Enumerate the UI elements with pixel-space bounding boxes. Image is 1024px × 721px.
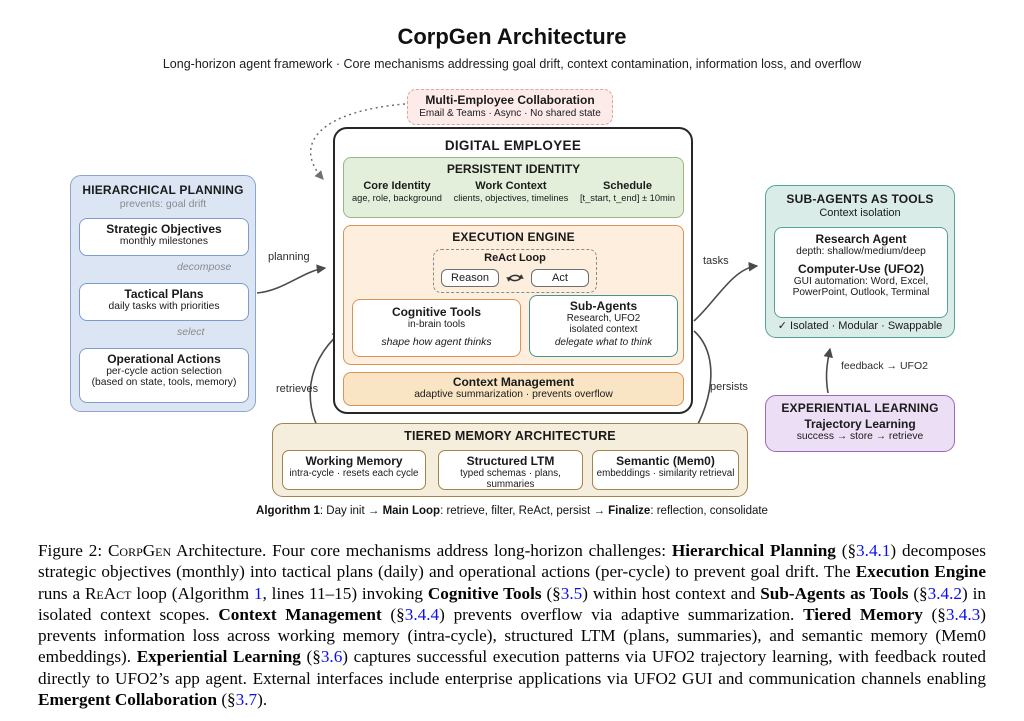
computer-use-desc2: PowerPoint, Outlook, Terminal xyxy=(792,287,930,298)
sub-agent-list-box xyxy=(774,227,948,318)
work-context-desc: clients, objectives, timelines xyxy=(453,193,569,203)
research-agent-desc: depth: shallow/medium/deep xyxy=(796,246,926,257)
sub-agents-name: Sub-Agents xyxy=(569,299,638,313)
digital-employee-title: DIGITAL EMPLOYEE xyxy=(444,138,582,153)
tactical-plans-name: Tactical Plans xyxy=(124,287,204,301)
feedback-arrow xyxy=(827,349,830,393)
caption-text: runs a xyxy=(38,583,85,603)
semantic-memory-box xyxy=(592,450,739,490)
schedule-name: Schedule xyxy=(603,180,652,192)
hierarchical-planning-title: HIERARCHICAL PLANNING xyxy=(82,183,244,197)
work-context-column xyxy=(454,180,569,203)
trajectory-learning-name: Trajectory Learning xyxy=(804,417,916,431)
caption-text: Cognitive Tools xyxy=(427,583,542,603)
caption-text: Architecture. Four core mechanisms address long-horizon challenges: xyxy=(171,541,672,560)
digital-employee-box xyxy=(333,127,693,414)
react-loop-title: ReAct Loop xyxy=(484,252,546,264)
caption-text: ) decomposes strategic objectives (monthly) into tactical plans (daily) and operational actions (per-cycle) to prevent goal drift. The xyxy=(38,541,987,582)
sub-agents-box xyxy=(529,295,678,357)
sub-agents-desc1: Research, UFO2 xyxy=(566,313,641,324)
caption-text: Emergent Collaboration xyxy=(38,690,218,710)
operational-actions-desc: per-cycle action selection xyxy=(106,366,222,377)
persists-edge-label: persists xyxy=(710,381,748,393)
computer-use-desc1: GUI automation: Word, Excel, xyxy=(793,276,929,287)
select-label: select xyxy=(177,326,205,338)
section-link[interactable]: 3.4.1 xyxy=(856,541,891,560)
caption-text: Tiered Memory xyxy=(803,604,923,624)
multi-employee-collaboration-box xyxy=(407,89,613,125)
sub-agents-as-tools-box xyxy=(765,185,955,338)
caption-text: , lines 11–15) invoking xyxy=(262,583,428,603)
execution-engine-title: EXECUTION ENGINE xyxy=(452,230,575,244)
section-link[interactable]: 3.6 xyxy=(320,647,343,667)
schedule-desc: [t_start, t_end] ± 10min xyxy=(579,193,675,203)
tasks-edge-label: tasks xyxy=(703,255,729,267)
collab-subtitle: Email & Teams · Async · No shared state xyxy=(419,108,601,119)
hierarchical-planning-box xyxy=(70,175,256,412)
core-identity-name: Core Identity xyxy=(363,180,431,192)
caption-text: (§ xyxy=(300,647,321,667)
operational-actions-box xyxy=(79,348,249,403)
core-identity-desc: age, role, background xyxy=(352,193,442,203)
caption-text: CorpGen xyxy=(107,541,172,560)
retrieves-edge-label: retrieves xyxy=(276,383,319,395)
sub-agents-as-tools-footer: ✓ Isolated · Modular · Swappable xyxy=(777,320,943,332)
structured-ltm-desc: typed schemas · plans, summaries xyxy=(460,468,561,490)
planning-arrow xyxy=(257,268,325,293)
work-context-name: Work Context xyxy=(475,180,547,192)
core-identity-column xyxy=(352,180,442,203)
caption-text: ) prevents information loss across working memory (intra-cycle), structured LTM (plans, summaries), and semantic memory (Mem0 embeddings). xyxy=(38,604,986,667)
working-memory-name: Working Memory xyxy=(305,454,403,468)
section-link[interactable]: 3.4.2 xyxy=(927,583,963,603)
research-agent-name: Research Agent xyxy=(815,232,907,246)
react-loop-row xyxy=(434,269,596,287)
section-link[interactable]: 1 xyxy=(253,583,263,603)
persistent-identity-title: PERSISTENT IDENTITY xyxy=(446,162,581,176)
section-link[interactable]: 3.4.4 xyxy=(404,604,440,624)
decompose-label: decompose xyxy=(177,261,232,273)
context-management-box xyxy=(343,372,684,406)
finalize-label: Finalize xyxy=(608,505,651,517)
caption-text: Context Management xyxy=(218,604,382,624)
experiential-learning-title: EXPERIENTIAL LEARNING xyxy=(781,401,939,415)
tiered-memory-box xyxy=(272,423,748,497)
context-management-name: Context Management xyxy=(452,375,575,389)
tactical-plans-desc: daily tasks with priorities xyxy=(108,301,220,312)
main-loop-label: Main Loop xyxy=(382,505,441,517)
tiered-memory-title: TIERED MEMORY ARCHITECTURE xyxy=(404,429,616,443)
section-link[interactable]: 3.5 xyxy=(560,583,583,603)
caption-text: ). xyxy=(257,690,268,710)
semantic-memory-desc: embeddings · similarity retrieval xyxy=(596,468,735,479)
caption-text: ) within host context and xyxy=(582,583,761,603)
sub-agents-desc2: isolated context xyxy=(569,324,638,335)
experiential-learning-box xyxy=(765,395,955,452)
cognitive-tools-desc: in-brain tools xyxy=(407,319,466,330)
caption-text: Execution Engine xyxy=(855,562,986,582)
strategic-objectives-box xyxy=(79,218,249,256)
caption-text: ) captures successful execution patterns via UFO2 trajectory learning, with feedback routed directly to UFO2’s app agent. External interfaces include enterprise applications via UFO2 GUI and communication channels enabling xyxy=(38,647,986,688)
caption-text: ) in isolated context scopes. xyxy=(38,583,986,624)
figure-subtitle: Long-horizon agent framework · Core mechanisms addressing goal drift, context contamination, information loss, and overflow xyxy=(162,57,862,71)
caption-text: (§ xyxy=(381,604,405,624)
figure-caption xyxy=(38,540,986,710)
cognitive-tools-box xyxy=(352,299,521,357)
caption-text: Experiential Learning xyxy=(136,647,301,667)
operational-actions-name: Operational Actions xyxy=(107,352,221,366)
schedule-column xyxy=(580,180,675,203)
caption-text: Figure 2: xyxy=(38,541,108,560)
section-link[interactable]: 3.7 xyxy=(235,690,258,710)
caption-text: (§ xyxy=(908,583,928,603)
sub-agents-as-tools-subtitle: Context isolation xyxy=(819,207,901,219)
working-memory-box xyxy=(282,450,426,490)
hierarchical-planning-subtitle: prevents: goal drift xyxy=(119,198,207,210)
execution-engine-box xyxy=(343,225,684,365)
structured-ltm-box xyxy=(438,450,583,490)
tasks-arrow xyxy=(694,266,757,321)
caption-text: loop (Algorithm xyxy=(131,583,254,603)
structured-ltm-name: Structured LTM xyxy=(466,454,555,468)
planning-edge-label: planning xyxy=(268,251,310,263)
cognitive-tools-note: shape how agent thinks xyxy=(381,336,492,348)
collab-title: Multi-Employee Collaboration xyxy=(425,93,595,107)
feedback-edge-label: feedback → UFO2 xyxy=(841,360,928,372)
algorithm-label: Algorithm 1 xyxy=(256,505,320,517)
strategic-objectives-desc: monthly milestones xyxy=(119,236,209,247)
cognitive-tools-name: Cognitive Tools xyxy=(391,305,482,319)
working-memory-desc: intra-cycle · resets each cycle xyxy=(289,468,419,479)
strategic-objectives-name: Strategic Objectives xyxy=(106,222,222,236)
computer-use-name: Computer-Use (UFO2) xyxy=(797,262,924,276)
sub-agents-note: delegate what to think xyxy=(554,337,653,348)
section-link[interactable]: 3.4.3 xyxy=(945,604,981,624)
cycle-icon xyxy=(505,271,525,285)
caption-text: (§ xyxy=(541,583,561,603)
act-pill: Act xyxy=(531,269,589,287)
figure-title: CorpGen Architecture xyxy=(397,24,627,49)
react-loop-box xyxy=(433,249,597,293)
persistent-identity-box xyxy=(343,157,684,218)
operational-actions-desc2: (based on state, tools, memory) xyxy=(91,377,237,388)
context-management-desc: adaptive summarization · prevents overflow xyxy=(414,389,613,400)
persistent-identity-columns xyxy=(344,180,683,203)
tactical-plans-box xyxy=(79,283,249,321)
reason-pill: Reason xyxy=(441,269,499,287)
caption-text: (§ xyxy=(217,690,236,710)
caption-text: (§ xyxy=(922,604,946,624)
caption-text: Hierarchical Planning xyxy=(671,541,836,560)
caption-text: ) prevents overflow via adaptive summarization. xyxy=(439,604,804,624)
trajectory-learning-desc: success → store → retrieve xyxy=(796,431,924,442)
caption-text: ReAct xyxy=(84,583,132,603)
algorithm-summary: Algorithm 1: Day init → Main Loop: retrieve, filter, ReAct, persist → Finalize: reflection, consolidate xyxy=(256,505,768,517)
caption-text: (§ xyxy=(835,541,857,560)
semantic-memory-name: Semantic (Mem0) xyxy=(616,454,715,468)
caption-text: Sub-Agents as Tools xyxy=(760,583,909,603)
sub-agents-as-tools-title: SUB-AGENTS AS TOOLS xyxy=(786,192,934,206)
